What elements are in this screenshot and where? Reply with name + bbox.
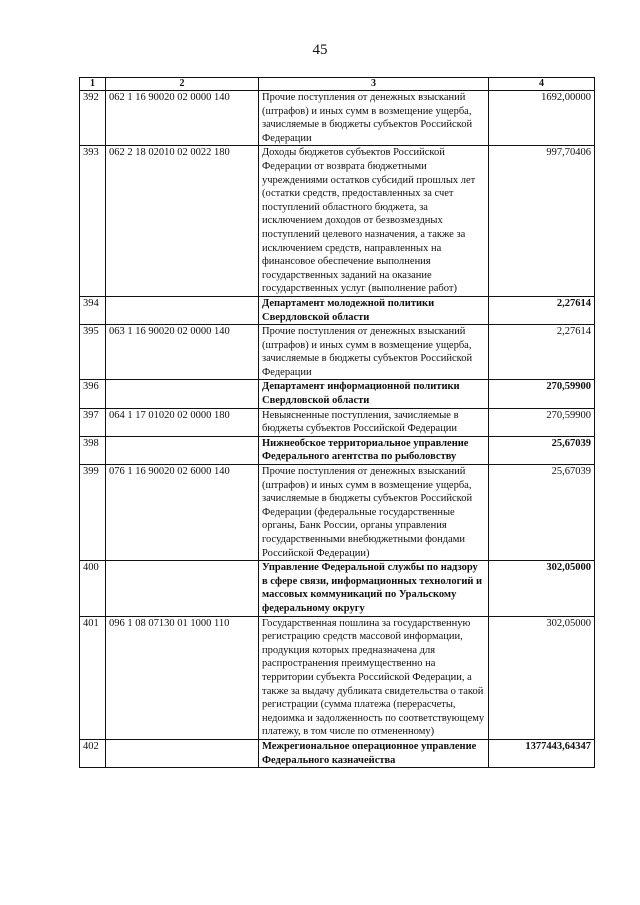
row-number-cell: 400 [80, 561, 106, 616]
classification-code-cell: 076 1 16 90020 02 6000 140 [106, 465, 259, 561]
classification-code-cell [106, 296, 259, 324]
table-row [80, 146, 595, 297]
amount-cell: 270,59900 [489, 408, 595, 436]
row-number-cell: 402 [80, 739, 106, 767]
table-row [80, 325, 595, 380]
description-cell: Департамент информационной политики Свердловской области [259, 380, 489, 408]
description-cell: Государственная пошлина за государственную регистрацию средств массовой информации, продукция которых предназначена для распространения преимущественно на территории субъекта Российской Федерации, а также за выдачу дубликата свидетельства о такой регистрации (сумма платежа (перерасчеты, недоимка и задолженность по соответствующему платежу, в том числе по отмененному) [259, 616, 489, 739]
amount-cell: 2,27614 [489, 296, 595, 324]
description-cell: Управление Федеральной службы по надзору в сфере связи, информационных технологий и массовых коммуникаций по Уральскому федеральному округу [259, 561, 489, 616]
department-row [80, 561, 595, 616]
description-cell: Доходы бюджетов субъектов Российской Федерации от возврата бюджетными учреждениями остатков субсидий прошлых лет (остатки средств, предоставленных за счет поступлений областного бюджета, за исключением доходов от безвозмездных поступлений целевого назначения, а также за исключением средств, направленных на финансовое обеспечение выполнения государственных заданий на оказание государственных услуг (выполнение работ) [259, 146, 489, 297]
row-number-cell: 398 [80, 436, 106, 464]
table-row [80, 408, 595, 436]
table-row [80, 616, 595, 739]
amount-cell: 302,05000 [489, 561, 595, 616]
amount-cell: 302,05000 [489, 616, 595, 739]
amount-cell: 1377443,64347 [489, 739, 595, 767]
amount-cell: 2,27614 [489, 325, 595, 380]
amount-cell: 997,70406 [489, 146, 595, 297]
table-row [80, 91, 595, 146]
classification-code-cell [106, 739, 259, 767]
description-cell: Департамент молодежной политики Свердловской области [259, 296, 489, 324]
description-cell: Нижнеобское территориальное управление Федерального агентства по рыболовству [259, 436, 489, 464]
classification-code-cell: 096 1 08 07130 01 1000 110 [106, 616, 259, 739]
page-number: 45 [312, 42, 328, 58]
row-number-cell: 395 [80, 325, 106, 380]
classification-code-cell: 064 1 17 01020 02 0000 180 [106, 408, 259, 436]
row-number-cell: 394 [80, 296, 106, 324]
row-number-cell: 401 [80, 616, 106, 739]
description-cell: Невыясненные поступления, зачисляемые в бюджеты субъектов Российской Федерации [259, 408, 489, 436]
classification-code-cell: 062 2 18 02010 02 0022 180 [106, 146, 259, 297]
column-header-2: 2 [106, 78, 259, 91]
description-cell: Прочие поступления от денежных взысканий (штрафов) и иных сумм в возмещение ущерба, зачисляемые в бюджеты субъектов Российской Федерации (федеральные государственные органы, Банк России, органы управления государственными внебюджетными фондами Российской Федерации) [259, 465, 489, 561]
classification-code-cell [106, 561, 259, 616]
department-row [80, 296, 595, 324]
table-row [80, 465, 595, 561]
amount-cell: 25,67039 [489, 465, 595, 561]
revenue-table [79, 77, 595, 768]
classification-code-cell: 063 1 16 90020 02 0000 140 [106, 325, 259, 380]
classification-code-cell: 062 1 16 90020 02 0000 140 [106, 91, 259, 146]
amount-cell: 1692,00000 [489, 91, 595, 146]
department-row [80, 739, 595, 767]
column-header-1: 1 [80, 78, 106, 91]
row-number-cell: 393 [80, 146, 106, 297]
row-number-cell: 397 [80, 408, 106, 436]
row-number-cell: 399 [80, 465, 106, 561]
department-row [80, 380, 595, 408]
classification-code-cell [106, 380, 259, 408]
classification-code-cell [106, 436, 259, 464]
row-number-cell: 396 [80, 380, 106, 408]
amount-cell: 25,67039 [489, 436, 595, 464]
description-cell: Прочие поступления от денежных взысканий (штрафов) и иных сумм в возмещение ущерба, зачисляемые в бюджеты субъектов Российской Федерации [259, 325, 489, 380]
table-body [80, 91, 595, 768]
row-number-cell: 392 [80, 91, 106, 146]
table-header-row [80, 78, 595, 91]
description-cell: Межрегиональное операционное управление Федерального казначейства [259, 739, 489, 767]
amount-cell: 270,59900 [489, 380, 595, 408]
department-row [80, 436, 595, 464]
column-header-3: 3 [259, 78, 489, 91]
description-cell: Прочие поступления от денежных взысканий (штрафов) и иных сумм в возмещение ущерба, зачисляемые в бюджеты субъектов Российской Федерации [259, 91, 489, 146]
column-header-4: 4 [489, 78, 595, 91]
